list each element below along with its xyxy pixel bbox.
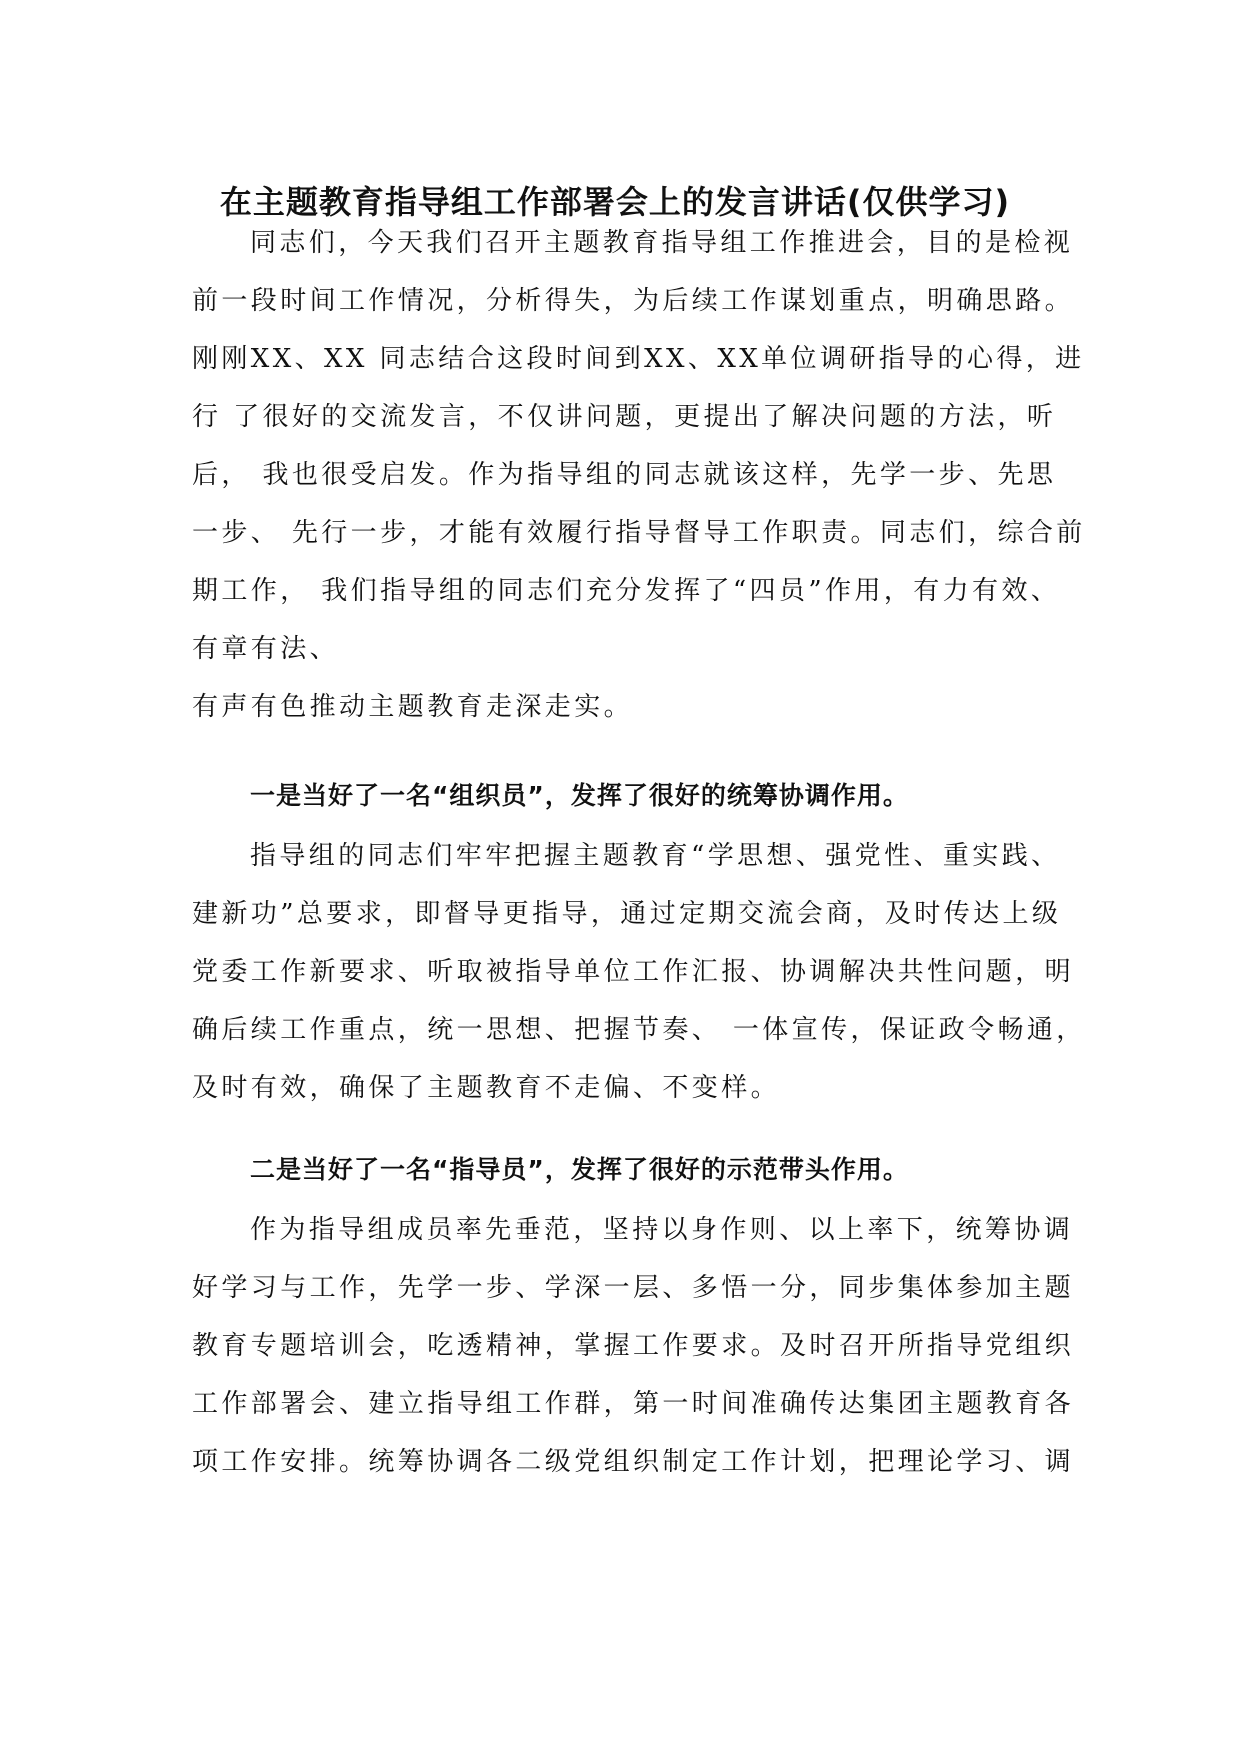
paragraph-line: 教育专题培训会，吃透精神，掌握工作要求。及时召开所指导党组织 <box>192 1331 1075 1361</box>
paragraph-line: 前一段时间工作情况，分析得失，为后续工作谋划重点，明确思路。 <box>192 286 1075 316</box>
paragraph-line: 及时有效，确保了主题教育不走偏、不变样。 <box>192 1073 781 1103</box>
paragraph-line: 好学习与工作，先学一步、学深一层、多悟一分，同步集体参加主题 <box>192 1273 1075 1303</box>
document-title: 在主题教育指导组工作部署会上的发言讲话(仅供学习) <box>219 183 1011 221</box>
paragraph-intro <box>192 214 1086 736</box>
paragraph-line: 同志们，今天我们召开主题教育指导组工作推进会，目的是检视 <box>250 228 1074 258</box>
paragraph-organizer <box>192 827 1086 1117</box>
paragraph-line: 工作部署会、建立指导组工作群，第一时间准确传达集团主题教育各 <box>192 1389 1075 1419</box>
paragraph-line: 作为指导组成员率先垂范，坚持以身作则、以上率下，统筹协调 <box>250 1215 1074 1245</box>
paragraph-line: 指导组的同志们牢牢把握主题教育“学思想、强党性、重实践、 <box>250 841 1061 871</box>
section-heading-organizer: 一是当好了一名“组织员”，发挥了很好的统筹协调作用。 <box>250 781 909 810</box>
paragraph-line: 有章有法、 <box>192 634 340 664</box>
paragraph-instructor <box>192 1201 1075 1491</box>
paragraph-line: 行 了很好的交流发言，不仅讲问题，更提出了解决问题的方法，听 <box>192 402 1057 432</box>
paragraph-line: 建新功”总要求，即督导更指导，通过定期交流会商，及时传达上级 <box>192 899 1062 929</box>
paragraph-line: 确后续工作重点，统一思想、把握节奏、 一体宣传，保证政令畅通， <box>192 1015 1086 1045</box>
paragraph-line: 一步、 先行一步，才能有效履行指导督导工作职责。同志们，综合前 <box>192 518 1086 548</box>
paragraph-line: 党委工作新要求、听取被指导单位工作汇报、协调解决共性问题，明 <box>192 957 1075 987</box>
section-heading-instructor: 二是当好了一名“指导员”，发挥了很好的示范带头作用。 <box>250 1155 909 1184</box>
paragraph-line: 后， 我也很受启发。作为指导组的同志就该这样，先学一步、先思 <box>192 460 1057 490</box>
paragraph-line: 有声有色推动主题教育走深走实。 <box>192 692 634 722</box>
paragraph-line: 项工作安排。统筹协调各二级党组织制定工作计划，把理论学习、调 <box>192 1447 1075 1477</box>
paragraph-line: 期工作， 我们指导组的同志们充分发挥了“四员”作用，有力有效、 <box>192 576 1061 606</box>
paragraph-line: 刚刚XX、XX 同志结合这段时间到XX、XX单位调研指导的心得，进 <box>192 344 1085 374</box>
